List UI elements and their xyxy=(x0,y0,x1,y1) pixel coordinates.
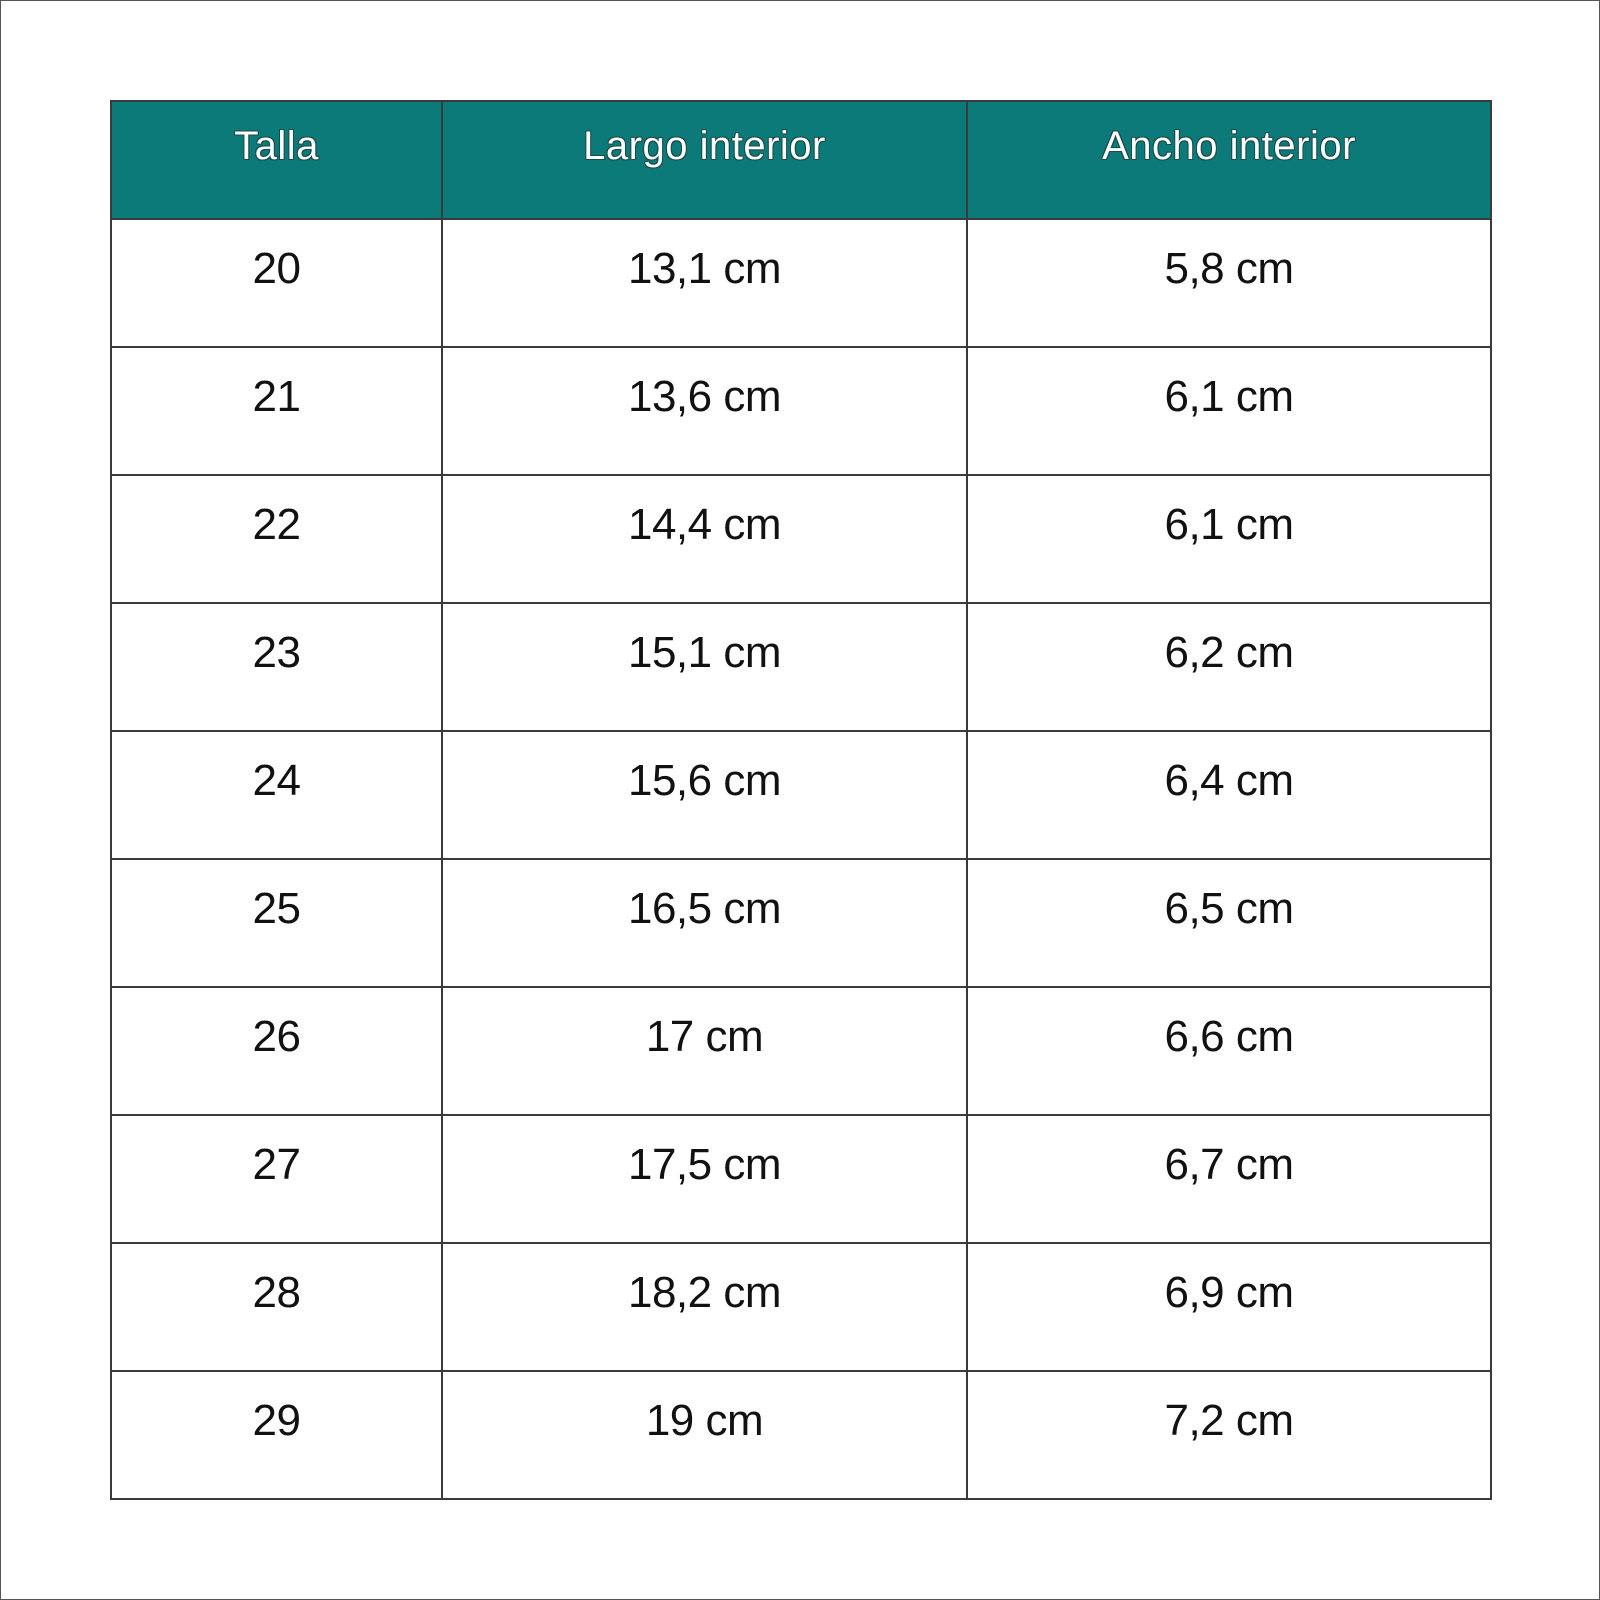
cell-largo: 19 cm xyxy=(442,1371,967,1499)
cell-ancho: 6,6 cm xyxy=(967,987,1491,1115)
header-ancho-interior: Ancho interior xyxy=(967,101,1491,219)
cell-ancho: 6,5 cm xyxy=(967,859,1491,987)
cell-talla: 23 xyxy=(111,603,442,731)
header-largo-interior: Largo interior xyxy=(442,101,967,219)
cell-largo: 17,5 cm xyxy=(442,1115,967,1243)
size-table xyxy=(110,100,1492,1500)
cell-talla: 29 xyxy=(111,1371,442,1499)
table-row xyxy=(111,219,1491,347)
table-body xyxy=(111,219,1491,1499)
header-row xyxy=(111,101,1491,219)
cell-talla: 25 xyxy=(111,859,442,987)
table-row xyxy=(111,1371,1491,1499)
table-row xyxy=(111,731,1491,859)
cell-ancho: 6,9 cm xyxy=(967,1243,1491,1371)
header-talla: Talla xyxy=(111,101,442,219)
cell-talla: 21 xyxy=(111,347,442,475)
cell-largo: 18,2 cm xyxy=(442,1243,967,1371)
cell-ancho: 7,2 cm xyxy=(967,1371,1491,1499)
cell-ancho: 6,1 cm xyxy=(967,347,1491,475)
cell-largo: 14,4 cm xyxy=(442,475,967,603)
cell-ancho: 6,2 cm xyxy=(967,603,1491,731)
cell-talla: 24 xyxy=(111,731,442,859)
cell-ancho: 6,7 cm xyxy=(967,1115,1491,1243)
table-row xyxy=(111,859,1491,987)
cell-talla: 26 xyxy=(111,987,442,1115)
cell-talla: 28 xyxy=(111,1243,442,1371)
cell-largo: 15,6 cm xyxy=(442,731,967,859)
cell-talla: 22 xyxy=(111,475,442,603)
table-header xyxy=(111,101,1491,219)
table-row xyxy=(111,475,1491,603)
table-row xyxy=(111,347,1491,475)
cell-largo: 15,1 cm xyxy=(442,603,967,731)
cell-ancho: 6,1 cm xyxy=(967,475,1491,603)
table-row xyxy=(111,987,1491,1115)
cell-largo: 13,1 cm xyxy=(442,219,967,347)
table-row xyxy=(111,603,1491,731)
cell-talla: 27 xyxy=(111,1115,442,1243)
cell-ancho: 5,8 cm xyxy=(967,219,1491,347)
table-row xyxy=(111,1243,1491,1371)
cell-largo: 16,5 cm xyxy=(442,859,967,987)
cell-largo: 17 cm xyxy=(442,987,967,1115)
cell-talla: 20 xyxy=(111,219,442,347)
cell-largo: 13,6 cm xyxy=(442,347,967,475)
cell-ancho: 6,4 cm xyxy=(967,731,1491,859)
table-row xyxy=(111,1115,1491,1243)
